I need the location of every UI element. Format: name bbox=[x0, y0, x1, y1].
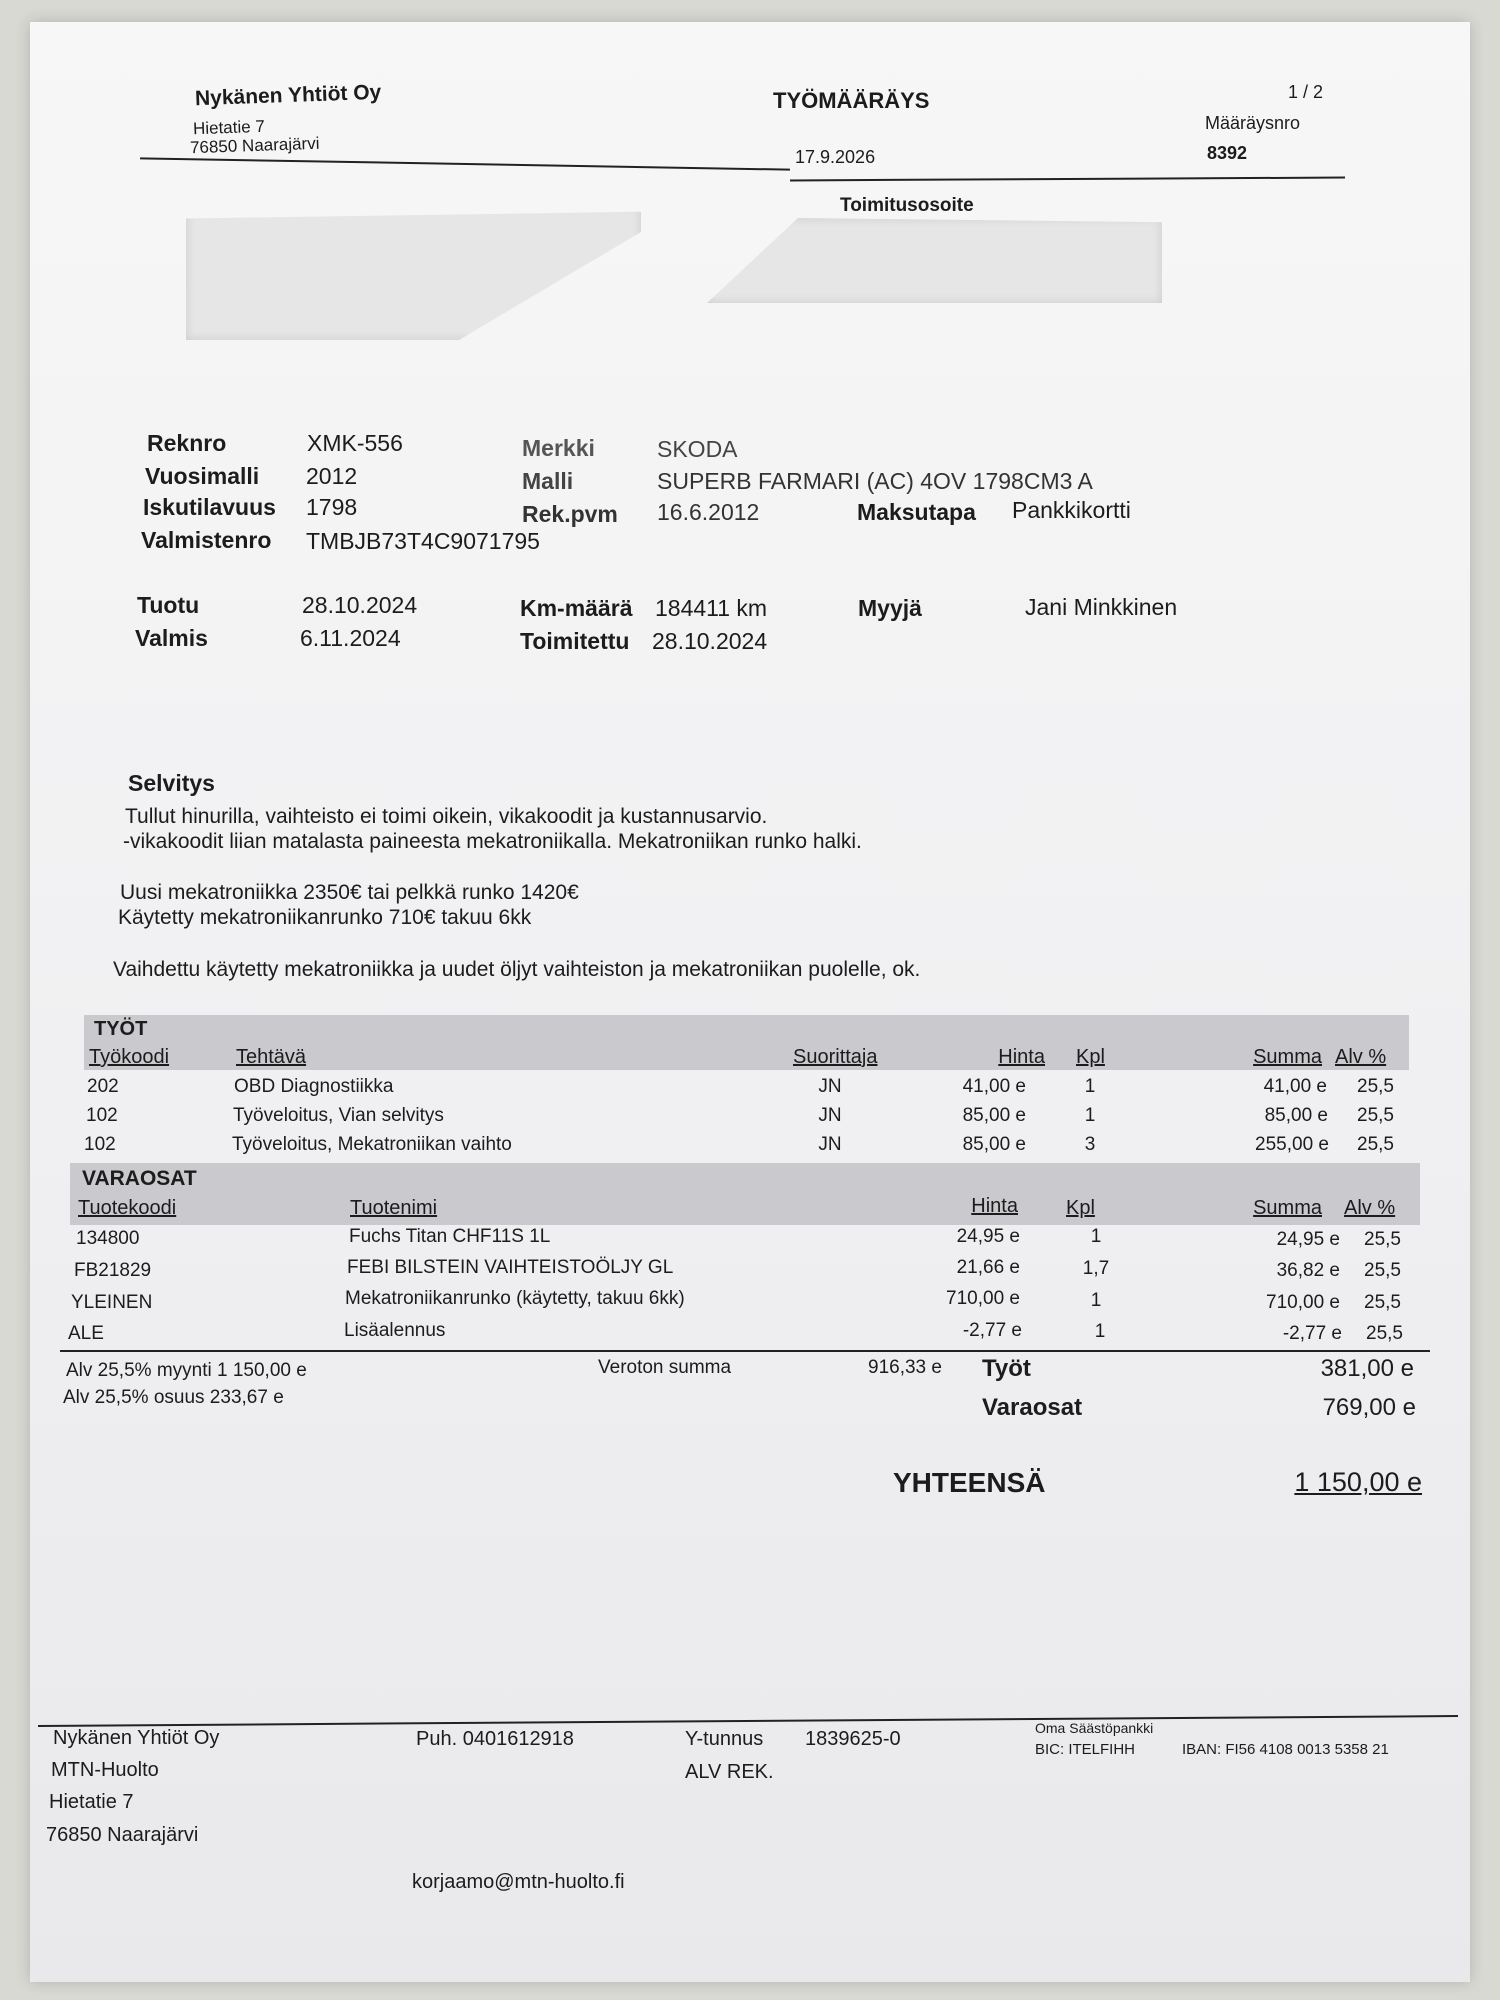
part-sum: 24,95 e bbox=[1276, 1229, 1340, 1250]
labor-performer: JN bbox=[818, 1105, 842, 1126]
explanation-line-4: Käytetty mekatroniikanrunko 710€ takuu 6kk bbox=[118, 906, 532, 929]
footer-vat-register: ALV REK. bbox=[685, 1761, 774, 1783]
explanation-line-3: Uusi mekatroniikka 2350€ tai pelkkä runko 1420€ bbox=[120, 881, 579, 904]
parts-col-sum: Summa bbox=[1253, 1197, 1322, 1219]
valmis-label: Valmis bbox=[135, 625, 208, 651]
footer-ytunnus-label: Y-tunnus bbox=[685, 1728, 764, 1750]
iskutilavuus-label: Iskutilavuus bbox=[143, 494, 276, 520]
labor-col-performer: Suorittaja bbox=[793, 1046, 878, 1068]
rekpvm-label: Rek.pvm bbox=[522, 501, 618, 527]
reknro-value: XMK-556 bbox=[307, 430, 403, 456]
labor-sum: 85,00 e bbox=[1264, 1105, 1328, 1126]
labor-col-code: Työkoodi bbox=[89, 1046, 170, 1068]
merkki-label: Merkki bbox=[522, 435, 595, 461]
labor-col-task: Tehtävä bbox=[236, 1046, 307, 1068]
selvitys-heading: Selvitys bbox=[128, 770, 215, 796]
reknro-label: Reknro bbox=[147, 430, 227, 456]
malli-label: Malli bbox=[522, 468, 574, 494]
km-label: Km-määrä bbox=[520, 595, 633, 621]
iskutilavuus-value: 1798 bbox=[306, 494, 358, 520]
parts-col-price: Hinta bbox=[971, 1195, 1018, 1217]
part-vat: 25,5 bbox=[1366, 1323, 1403, 1344]
part-price: 24,95 e bbox=[956, 1226, 1020, 1247]
explanation-line-5: Vaihdettu käytetty mekatroniikka ja uudet öljyt vaihteiston ja mekatroniikan puolelle, ok. bbox=[113, 958, 921, 981]
vat-sales: Alv 25,5% myynti 1 150,00 e bbox=[66, 1360, 307, 1381]
part-code: 134800 bbox=[76, 1228, 140, 1249]
valmistenro-value: TMBJB73T4C9071795 bbox=[306, 528, 540, 554]
parts-col-code: Tuotekoodi bbox=[78, 1197, 177, 1219]
footer-iban: IBAN: FI56 4108 0013 5358 21 bbox=[1182, 1741, 1389, 1758]
net-total-value: 916,33 e bbox=[868, 1357, 942, 1378]
footer-ytunnus-value: 1839625-0 bbox=[805, 1728, 901, 1750]
parts-total-value: 769,00 e bbox=[1322, 1394, 1416, 1421]
part-code: ALE bbox=[68, 1323, 104, 1344]
part-name: FEBI BILSTEIN VAIHTEISTOÖLJY GL bbox=[347, 1257, 674, 1278]
part-qty: 1,7 bbox=[1082, 1258, 1110, 1279]
maksutapa-label: Maksutapa bbox=[857, 499, 976, 525]
part-name: Lisäalennus bbox=[344, 1320, 446, 1341]
part-name: Mekatroniikanrunko (käytetty, takuu 6kk) bbox=[345, 1288, 685, 1309]
tuotu-label: Tuotu bbox=[137, 592, 200, 618]
company-name: Nykänen Yhtiöt Oy bbox=[194, 80, 382, 111]
company-postal: 76850 Naarajärvi bbox=[189, 133, 320, 158]
footer-unit: MTN-Huolto bbox=[51, 1759, 159, 1781]
grand-total-label: YHTEENSÄ bbox=[893, 1467, 1046, 1498]
labor-price: 85,00 e bbox=[962, 1105, 1026, 1126]
merkki-value: SKODA bbox=[657, 436, 738, 462]
vuosimalli-label: Vuosimalli bbox=[145, 463, 260, 489]
labor-task: Työveloitus, Mekatroniikan vaihto bbox=[232, 1134, 512, 1155]
part-sum: -2,77 e bbox=[1282, 1323, 1342, 1344]
order-number: 8392 bbox=[1207, 143, 1248, 163]
labor-task: Työveloitus, Vian selvitys bbox=[233, 1105, 444, 1126]
page-number: 1 / 2 bbox=[1288, 82, 1324, 102]
valmistenro-label: Valmistenro bbox=[141, 527, 272, 553]
labor-price: 41,00 e bbox=[962, 1076, 1026, 1097]
labor-qty: 1 bbox=[1084, 1105, 1096, 1126]
footer-bic: BIC: ITELFIHH bbox=[1035, 1741, 1136, 1758]
myyja-label: Myyjä bbox=[858, 595, 922, 621]
labor-vat: 25,5 bbox=[1357, 1076, 1394, 1097]
part-code: FB21829 bbox=[74, 1260, 152, 1281]
part-sum: 36,82 e bbox=[1276, 1260, 1340, 1281]
labor-vat: 25,5 bbox=[1357, 1105, 1394, 1126]
labor-sum: 255,00 e bbox=[1255, 1134, 1329, 1155]
footer-bank-name: Oma Säästöpankki bbox=[1035, 1720, 1154, 1736]
part-qty: 1 bbox=[1090, 1290, 1102, 1311]
maksutapa-value: Pankkikortti bbox=[1012, 497, 1131, 523]
labor-qty: 3 bbox=[1084, 1134, 1096, 1155]
part-vat: 25,5 bbox=[1364, 1292, 1401, 1313]
km-value: 184411 km bbox=[655, 595, 768, 621]
labor-col-vat: Alv % bbox=[1335, 1046, 1387, 1068]
delivery-address-label: Toimitusosoite bbox=[840, 195, 974, 216]
labor-price: 85,00 e bbox=[962, 1134, 1026, 1155]
labor-col-price: Hinta bbox=[998, 1046, 1045, 1068]
labor-vat: 25,5 bbox=[1357, 1134, 1394, 1155]
document-title: TYÖMÄÄRÄYS bbox=[773, 88, 930, 113]
part-code: YLEINEN bbox=[71, 1292, 153, 1313]
valmis-value: 6.11.2024 bbox=[300, 625, 401, 651]
parts-col-vat: Alv % bbox=[1344, 1197, 1396, 1219]
toimitettu-label: Toimitettu bbox=[520, 628, 630, 654]
vat-share: Alv 25,5% osuus 233,67 e bbox=[63, 1387, 284, 1408]
footer-company: Nykänen Yhtiöt Oy bbox=[53, 1727, 220, 1749]
grand-total-value: 1 150,00 e bbox=[1294, 1467, 1422, 1497]
footer-phone: Puh. 0401612918 bbox=[416, 1728, 574, 1750]
part-price: 21,66 e bbox=[956, 1257, 1020, 1278]
labor-code: 102 bbox=[84, 1134, 116, 1155]
parts-col-name: Tuotenimi bbox=[350, 1197, 438, 1219]
net-total-label: Veroton summa bbox=[598, 1357, 732, 1378]
labor-code: 202 bbox=[87, 1076, 119, 1097]
labor-col-qty: Kpl bbox=[1076, 1046, 1105, 1068]
totals-rule bbox=[60, 1350, 1430, 1352]
part-vat: 25,5 bbox=[1364, 1260, 1401, 1281]
vuosimalli-value: 2012 bbox=[306, 463, 358, 489]
explanation-line-1: Tullut hinurilla, vaihteisto ei toimi oikein, vikakoodit ja kustannusarvio. bbox=[125, 805, 768, 828]
footer-postal: 76850 Naarajärvi bbox=[46, 1824, 199, 1846]
labor-section-title: TYÖT bbox=[94, 1018, 148, 1040]
part-qty: 1 bbox=[1090, 1226, 1102, 1247]
document-date: 17.9.2026 bbox=[795, 147, 876, 167]
rekpvm-value: 16.6.2012 bbox=[657, 499, 760, 525]
part-sum: 710,00 e bbox=[1266, 1292, 1340, 1313]
labor-qty: 1 bbox=[1084, 1076, 1096, 1097]
malli-value: SUPERB FARMARI (AC) 4OV 1798CM3 A bbox=[657, 468, 1093, 494]
part-price: -2,77 e bbox=[962, 1320, 1022, 1341]
labor-total-value: 381,00 e bbox=[1320, 1355, 1414, 1382]
parts-total-label: Varaosat bbox=[982, 1394, 1083, 1421]
footer-email[interactable]: korjaamo@mtn-huolto.fi bbox=[412, 1871, 625, 1893]
parts-section-title: VARAOSAT bbox=[82, 1167, 197, 1190]
part-name: Fuchs Titan CHF11S 1L bbox=[349, 1226, 551, 1247]
labor-performer: JN bbox=[818, 1076, 842, 1097]
parts-col-qty: Kpl bbox=[1066, 1197, 1095, 1219]
labor-task: OBD Diagnostiikka bbox=[234, 1076, 394, 1097]
labor-col-sum: Summa bbox=[1253, 1046, 1322, 1068]
explanation-line-2: -vikakoodit liian matalasta paineesta mekatroniikalla. Mekatroniikan runko halki. bbox=[123, 830, 862, 853]
tuotu-value: 28.10.2024 bbox=[302, 592, 418, 618]
labor-code: 102 bbox=[86, 1105, 118, 1126]
order-number-label: Määräysnro bbox=[1205, 113, 1301, 133]
footer-street: Hietatie 7 bbox=[49, 1791, 134, 1813]
company-street: Hietatie 7 bbox=[192, 116, 266, 139]
myyja-value: Jani Minkkinen bbox=[1025, 594, 1178, 620]
labor-total-label: Työt bbox=[982, 1355, 1031, 1382]
part-vat: 25,5 bbox=[1364, 1229, 1401, 1250]
labor-sum: 41,00 e bbox=[1263, 1076, 1327, 1097]
part-price: 710,00 e bbox=[946, 1288, 1020, 1309]
toimitettu-value: 28.10.2024 bbox=[652, 628, 768, 654]
part-qty: 1 bbox=[1094, 1321, 1106, 1342]
labor-performer: JN bbox=[818, 1134, 842, 1155]
